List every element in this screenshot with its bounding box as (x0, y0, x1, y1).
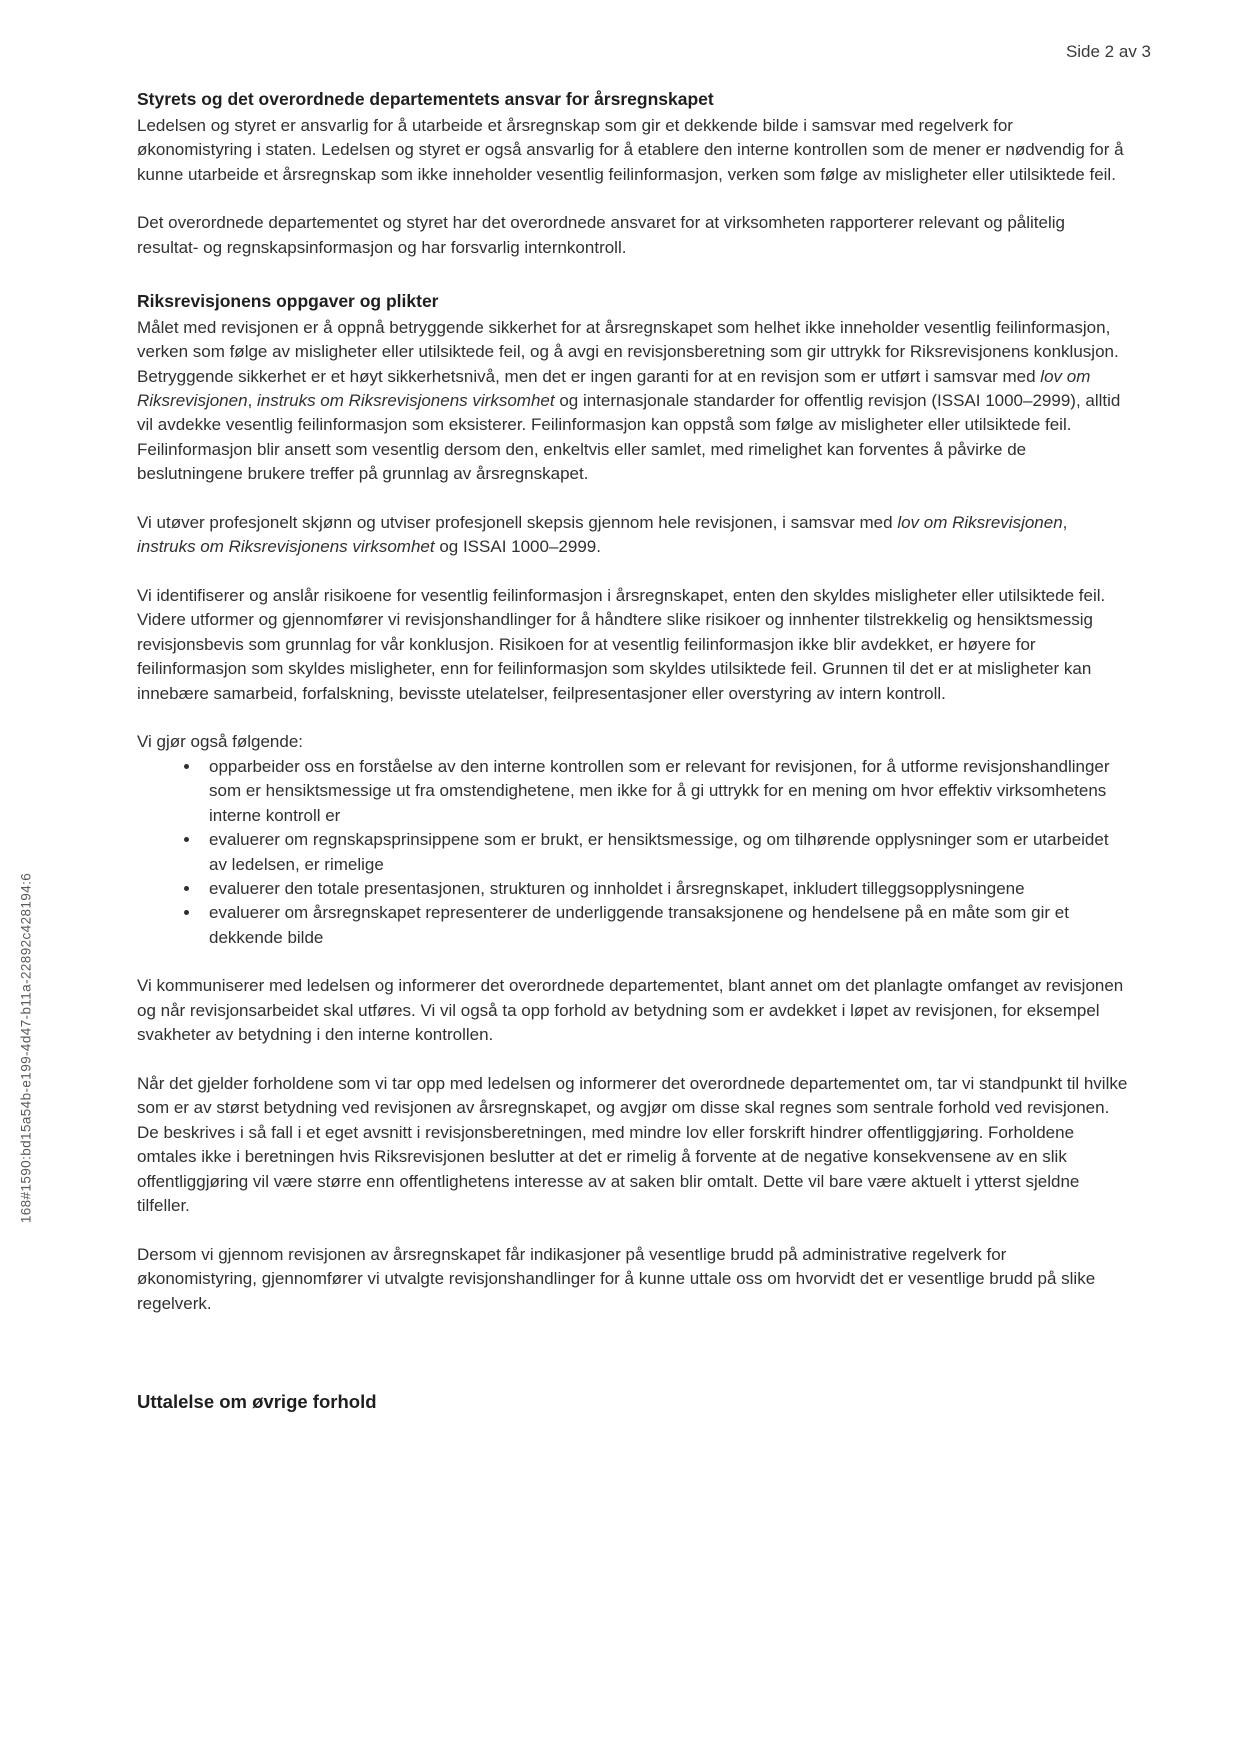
paragraph-board-responsibility-1: Ledelsen og styret er ansvarlig for å utarbeide et årsregnskap som gir et dekkende bilde i samsvar med regelverk for økonomistyring i staten. Ledelsen og styret er også ansvarlig for å etablere den interne kontrollen som de mener er nødvendig for å kunne utarbeide et årsregnskap som ikke inneholder vesentlig feilinformasjon, verken som følge av misligheter eller utilsiktede feil. (137, 115, 1124, 184)
section-heading-auditor-duties: Riksrevisjonens oppgaver og plikter (137, 290, 439, 311)
paragraph-key-audit-matters: Når det gjelder forholdene som vi tar opp med ledelsen og informerer det overordnede departementet om, tar vi standpunkt til hvilke som er av størst betydning ved revisjonen av årsregnskapet, og avgjør om disse skal regnes som sentrale forhold ved revisjonen. De beskrives i så fall i et eget avsnitt i revisjonsberetningen, med mindre lov eller forskrift hindrer offentliggjøring. Forholdene omtales ikke i beretningen hvis Riksrevisjonen beslutter at det er rimelig å forvente at de negative konsekvensene av en slik offentliggjøring vil være større enn offentlighetens interesse av at saken blir omtalt. Dette vil bare være aktuelt i ytterst sjeldne tilfeller. (137, 1073, 1128, 1216)
bullet-item-accounting-principles: • evaluerer om regnskapsprinsippene som er brukt, er hensiktsmessige, og om tilhørende opplysninger som er utarbeidet av ledelsen, er rimelige (201, 828, 1129, 877)
paragraph-risk-identification: Vi identifiserer og anslår risikoene for vesentlig feilinformasjon i årsregnskapet, enten den skyldes misligheter eller utilsiktede feil. Videre utformer og gjennomfører vi revisjonshandlinger for å håndtere slike risikoer og innhenter tilstrekkelig og hensiktsmessig revisjonsbevis som grunnlag for vår konklusjon. Risikoen for at vesentlig feilinformasjon ikke blir avdekket, er høyere for feilinformasjon som skyldes misligheter, enn for feilinformasjon som skyldes utilsiktede feil. Grunnen til det er at misligheter kan innebære samarbeid, forfalskning, bevisste utelatelser, feilpresentasjoner eller overstyring av intern kontroll. (137, 585, 1106, 703)
section-heading-other-matters: Uttalelse om øvrige forhold (137, 1391, 377, 1412)
bullet-item-transactions: • evaluerer om årsregnskapet representerer de underliggende transaksjonene og hendelsene på en måte som gir et dekkende bilde (201, 901, 1129, 950)
paragraph-audit-objective: Målet med revisjonen er å oppnå betryggende sikkerhet for at årsregnskapet som helhet ikke inneholder vesentlig feilinformasjon, verken som følge av misligheter eller utilsiktede feil, og å avgi en revisjonsberetning som gir uttrykk for Riksrevisjonens konklusjon. Betryggende sikkerhet er et høyt sikkerhetsnivå, men det er ingen garanti for at en revisjon som er utført i samsvar med lov om Riksrevisjonen, instruks om Riksrevisjonens virksomhet og internasjonale standarder for offentlig revisjon (ISSAI 1000–2999), alltid vil avdekke vesentlig feilinformasjon som eksisterer. Feilinformasjon kan oppstå som følge av misligheter eller utilsiktede feil. Feilinformasjon blir ansett som vesentlig dersom den, enkeltvis eller samlet, med rimelighet kan forventes å påvirke de beslutningene brukere treffer på grunnlag av årsregnskapet. (137, 317, 1121, 484)
paragraph-communication: Vi kommuniserer med ledelsen og informerer det overordnede departementet, blant annet om det planlagte omfanget av revisjonen og når revisjonsarbeidet skal utføres. Vi vil også ta opp forhold av betydning som er avdekket i løpet av revisjonen, for eksempel svakheter av betydning i den interne kontrollen. (137, 976, 1124, 1045)
document-id-watermark: 168#1590:bd15a54b-e199-4d47-b11a-22892c428194:6 (18, 872, 34, 1224)
page-number: Side 2 av 3 (1065, 42, 1151, 61)
audit-activities-list (137, 755, 1129, 951)
paragraph-regulatory-breaches: Dersom vi gjennom revisjonen av årsregnskapet får indikasjoner på vesentlige brudd på administrative regelverk for økonomistyring, gjennomfører vi utvalgte revisjonshandlinger for å kunne uttale oss om hvorvidt det er vesentlige brudd på slike regelverk. (137, 1244, 1096, 1313)
document-content (137, 88, 1129, 1417)
bullet-item-presentation: • evaluerer den totale presentasjonen, strukturen og innholdet i årsregnskapet, inkludert tilleggsopplysningene (201, 877, 1129, 901)
paragraph-bullets-intro: Vi gjør også følgende: (137, 732, 303, 752)
bullet-item-internal-control: • opparbeider oss en forståelse av den interne kontrollen som er relevant for revisjonen, for å utforme revisjonshandlinger som er hensiktsmessige ut fra omstendighetene, men ikke for å gi uttrykk for en mening om hvor effektiv virksomhetens interne kontroll er (201, 755, 1129, 828)
paragraph-board-responsibility-2: Det overordnede departementet og styret har det overordnede ansvaret for at virksomheten rapporterer relevant og pålitelig resultat- og regnskapsinformasjon og har forsvarlig internkontroll. (137, 213, 1065, 257)
section-heading-board-responsibility: Styrets og det overordnede departementets ansvar for årsregnskapet (137, 89, 714, 109)
paragraph-professional-judgement: Vi utøver profesjonelt skjønn og utviser profesjonell skepsis gjennom hele revisjonen, i samsvar med lov om Riksrevisjonen, instruks om Riksrevisjonens virksomhet og ISSAI 1000–2999. (137, 512, 1068, 557)
